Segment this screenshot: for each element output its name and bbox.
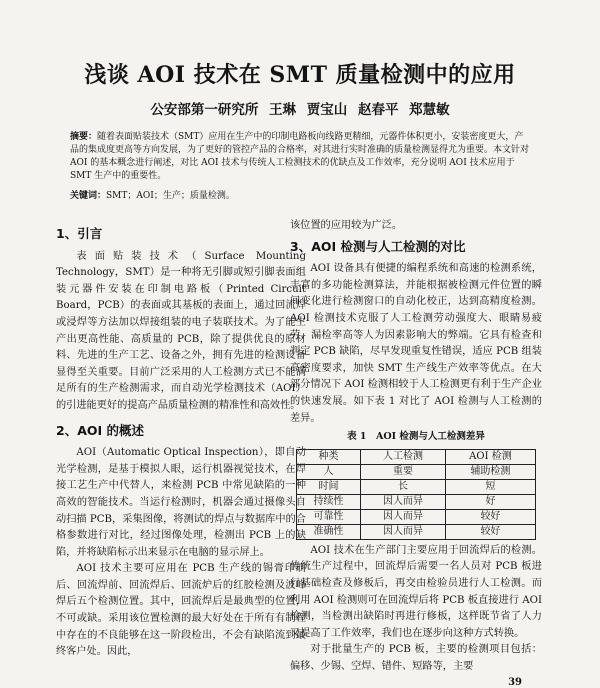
table-cell: 较好 <box>445 524 535 539</box>
right-column <box>290 218 542 675</box>
table-caption: 表 1 AOI 检测与人工检测差异 <box>347 431 485 443</box>
keywords-text: SMT；AOI；生产；质量检测。 <box>106 191 235 201</box>
paragraph: AOI 设备具有便捷的编程系统和高速的检测系统，丰富的多功能检测算法，并能根据被检测元件位置的瞬间变化进行检测窗口的自动化校正，达到高精度检测。AOI 检测技术克服了人工检测劳动强度大、眼睛易疲劳、漏检率高等人为因素影响大的弊端。它具有检查和判定 PCB 缺陷，尽早发现重复性错误，适应 PCB 组装高密度要求，加快 SMT 生产线生产效率等优点。在大部分情况下 AOI 检测相较于人工检测更有利于生产企业的快速发展。如下表 1 对比了 AOI 检测与人工检测的差异。 <box>290 263 542 424</box>
table-row <box>297 524 536 539</box>
paragraph: 对于批量生产的 PCB 板，主要的检测项目包括：偏移、少锡、空焊、错件、短路等，主要 <box>290 644 542 672</box>
table-cell: 可靠性 <box>297 509 361 524</box>
section-heading-comparison: 3、AOI 检测与人工检测的对比 <box>290 238 466 254</box>
table-row <box>297 479 536 494</box>
table-cell: 准确性 <box>297 524 361 539</box>
table-header-row <box>297 449 536 464</box>
keywords-label: 关键词： <box>70 191 107 201</box>
table-cell: 辅助检测 <box>445 464 535 479</box>
paragraph-continuation: 该位置的应用较为广泛。 <box>290 220 403 231</box>
table-cell: 人 <box>297 464 361 479</box>
abstract-label: 摘要： <box>70 132 98 142</box>
table-row <box>297 494 536 509</box>
keywords <box>70 190 532 203</box>
comparison-table <box>296 449 536 540</box>
table-header-cell: AOI 检测 <box>445 449 535 464</box>
table-cell: 持续性 <box>297 494 361 509</box>
table-cell: 短 <box>445 479 535 494</box>
table-cell: 因人而异 <box>361 524 446 539</box>
table-cell: 因人而异 <box>361 494 446 509</box>
paragraph: AOI 技术在生产部门主要应用于回流焊后的检测。传统生产过程中，回流焊后需要一名人员对 PCB 板进行基础检查及修板后，再交由检验员进行人工检测。而利用 AOI 检测则可在回流焊后将 PCB 板直接进行 AOI 检测，当检测出缺陷时再进行修板，这样既节省了人力又提高了工作效率，我们也在逐步向这种方式转换。 <box>290 544 542 639</box>
section-heading-aoi-overview: 2、AOI 的概述 <box>56 422 145 438</box>
table-row <box>297 464 536 479</box>
article-authors: 公安部第一研究所 王琳 贾宝山 赵春平 郑慧敏 <box>150 102 450 118</box>
paragraph: AOI（Automatic Optical Inspection），即自动光学检测，是基于模拟人眼，运行机器视觉技术，在焊接工艺生产中代替人，来检测 PCB 中常见缺陷的一种高效的智能技术。当运行检测时，机器会通过摄像头自动扫描 PCB，采集图像，将测试的焊点与数据库中的合格参数进行对比，经过图像处理，检测出 PCB 上的缺陷，并将缺陷标示出来显示在电脑的显示屏上。 <box>56 447 306 558</box>
table-cell: 较好 <box>445 509 535 524</box>
paragraph: 表面贴装技术（Surface Mounting Technology，SMT）是一种将无引脚或短引脚表面组装元器件安装在印制电路板（Printed Circuit Board，PCB）的表面或其基板的表面上，通过回流焊或浸焊等方法加以焊接组装的电子装联技术。为了能生产出更高性能、高质量的 PCB，除了提供优良的原材料、先进的生产工艺、设备之外，拥有先进的检测设备显得至关重要。目前广泛采用的人工检测方式已不能满足所有的生产检测需求，而自动光学检测技术（AOI）的引进能更好的提高产品质量检测的精准性和高效性。 <box>56 250 306 411</box>
table-cell: 好 <box>445 494 535 509</box>
table-header-cell: 种类 <box>297 449 361 464</box>
left-column <box>56 218 306 661</box>
page-number: 39 <box>508 677 522 688</box>
table-cell: 时间 <box>297 479 361 494</box>
paragraph: AOI 技术主要可应用在 PCB 生产线的锡膏印刷后、回流焊前、回流焊后、回流炉后的红胶检测及波峰焊后五个检测位置。其中，回流焊后是最典型的位置，不可或缺。采用该位置检测的最大好处在于所有有制程中存在的不良能够在这一阶段检出，不会有缺陷流到最终客户处。因此， <box>56 563 306 658</box>
abstract <box>70 131 532 183</box>
table-cell: 因人而异 <box>361 509 446 524</box>
table-cell: 重要 <box>361 464 446 479</box>
table-header-cell: 人工检测 <box>361 449 446 464</box>
section-heading-introduction: 1、引言 <box>56 226 103 241</box>
abstract-text: 随着表面贴装技术（SMT）应用在生产中的印制电路板向线路更精细，元器件体积更小，安装密度更大，产品的集成度更高等方向发展，为了更好的管控产品的合格率，对其进行实时准确的质量检测显得尤为重要。本文针对 AOI 的基本概念进行阐述，对比 AOI 技术与传统人工检测技术的优缺点及工作效率，充分说明 AOI 技术应用于 SMT 生产中的重要性。 <box>70 132 530 181</box>
table-cell: 长 <box>361 479 446 494</box>
article-title: 浅谈 AOI 技术在 SMT 质量检测中的应用 <box>84 62 516 88</box>
table-row <box>297 509 536 524</box>
